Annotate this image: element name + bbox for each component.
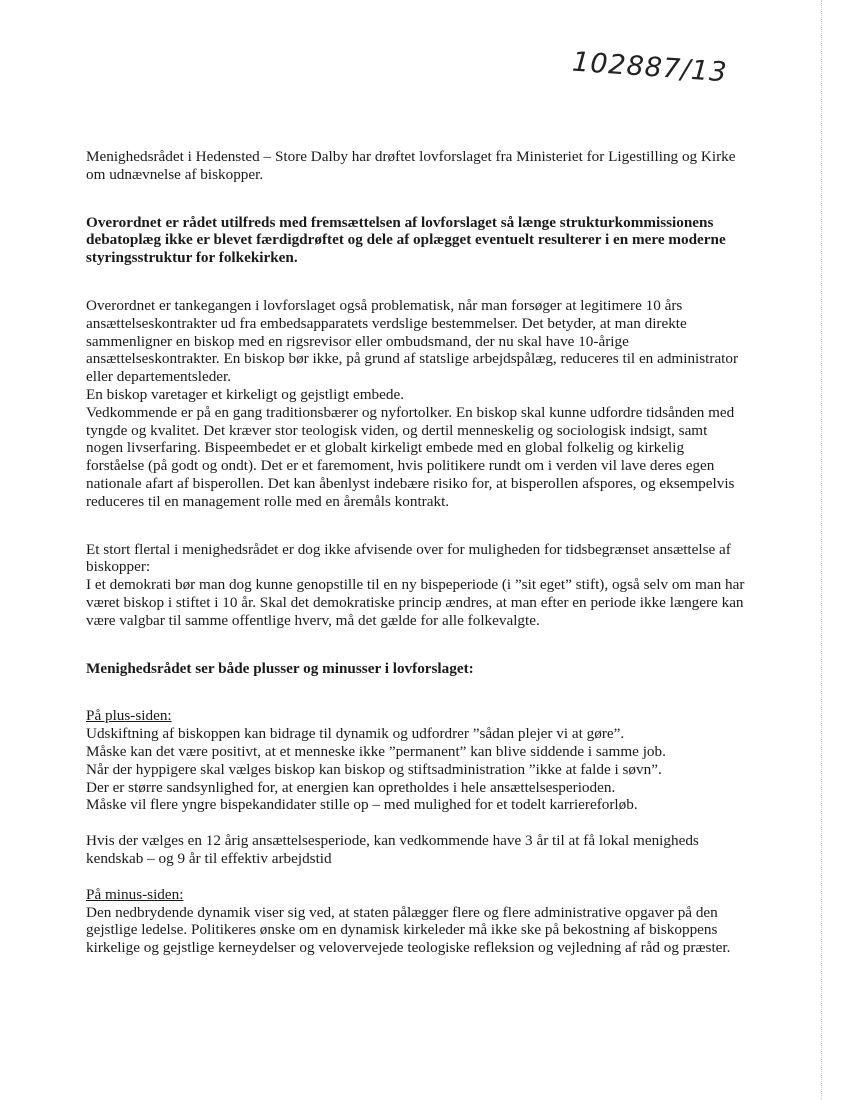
plus-item: Måske vil flere yngre bispekandidater stille op – med mulighed for et todelt karriereforløb. bbox=[86, 796, 638, 814]
main-point-paragraph: Overordnet er rådet utilfreds med fremsættelsen af lovforslaget så længe strukturkommissionens debatoplæg ikke er blevet færdigdrøftet og dele af oplægget eventuelt resulterer i en mere moderne styringsstruktur for folkekirken. bbox=[86, 213, 726, 267]
plus-minus-heading: Menighedsrådet ser både plusser og minusser i lovforslaget: bbox=[86, 659, 474, 677]
minus-paragraph: Den nedbrydende dynamik viser sig ved, at staten pålægger flere og flere administrative opgaver på den gejstlige ledelse. Politikeres ønske om en dynamisk kirkeleder må ikke ske på bekostning af biskoppens kirkelige og gejstlige kerneydelser og velovervejede teologiske refleksion og vejledning af råd og præster. bbox=[86, 903, 731, 957]
intro-paragraph: Menighedsrådet i Hedensted – Store Dalby har drøftet lovforslaget fra Ministeriet for Ligestilling og Kirke om udnævnelse af biskopper. bbox=[86, 148, 736, 183]
section2-paragraph-2: I et demokrati bør man dog kunne genopstille til en ny bispeperiode (i ”sit eget” stift), også selv om man har været biskop i stiftet i 10 år. Skal det demokratiske princip ændres, at man efter en periode ikke længere kan være valgbar til samme offentlige hverv, må det gælde for alle folkevalgte. bbox=[86, 576, 745, 629]
scan-edge-line bbox=[821, 0, 822, 1100]
plus-item: Når der hyppigere skal vælges biskop kan biskop og stiftsadministration ”ikke at falde i søvn”. bbox=[86, 760, 662, 778]
plus-item: Måske kan det være positivt, at et menneske ikke ”permanent” kan blive siddende i samme job. bbox=[86, 742, 666, 760]
section1-paragraph-1: Overordnet er tankegangen i lovforslaget også problematisk, når man forsøger at legitimere 10 års ansættelseskontrakter ud fra embedsapparatets verdslige bestemmelser. Det betyder, at man direkte sammenligner en biskop med en rigsrevisor eller ombudsmand, der nu skal have 10-årige ansættelseskontrakter. En biskop bør ikke, på grund af statslige arbejdspålæg, reduceres til en administrator eller departementsleder. bbox=[86, 296, 739, 386]
section2-paragraph-1: Et stort flertal i menighedsrådet er dog ikke afvisende over for muligheden for tidsbegrænset ansættelse af biskopper: bbox=[86, 540, 731, 576]
plus-item: Udskiftning af biskoppen kan bidrage til dynamik og udfordrer ”sådan plejer vi at gøre”. bbox=[86, 725, 625, 743]
plus-note: Hvis der vælges en 12 årig ansættelsesperiode, kan vedkommende have 3 år til at få lokal menigheds kendskab – og 9 år til effektiv arbejdstid bbox=[86, 832, 699, 867]
handwritten-case-number: 102887/13 bbox=[571, 46, 729, 89]
plus-item: Der er større sandsynlighed for, at energien kan opretholdes i hele ansættelsesperioden. bbox=[86, 778, 616, 796]
plus-heading: På plus-siden: bbox=[86, 707, 172, 725]
letter-body bbox=[86, 148, 746, 957]
section1-paragraph-3: Vedkommende er på en gang traditionsbærer og nyfortolker. En biskop skal kunne udfordre tidsånden med tyngde og kvalitet. Det kræver stor teologisk viden, og dertil menneskelig og sociologisk indsigt, samt nogen livserfaring. Bispeembedet er et globalt kirkeligt embede med en global folkelig og kirkelig forståelse (på godt og ondt). Det er et faremoment, hvis politikere rundt om i verden vil lave deres egen nationale afart af bisperollen. Det kan åbenlyst indebære risiko for, at bisperollen afspores, og eksempelvis reduceres til en management rolle med en åremåls kontrakt. bbox=[86, 403, 735, 510]
section1-paragraph-2: En biskop varetager et kirkeligt og gejstligt embede. bbox=[86, 385, 405, 403]
minus-heading: På minus-siden: bbox=[86, 885, 184, 903]
